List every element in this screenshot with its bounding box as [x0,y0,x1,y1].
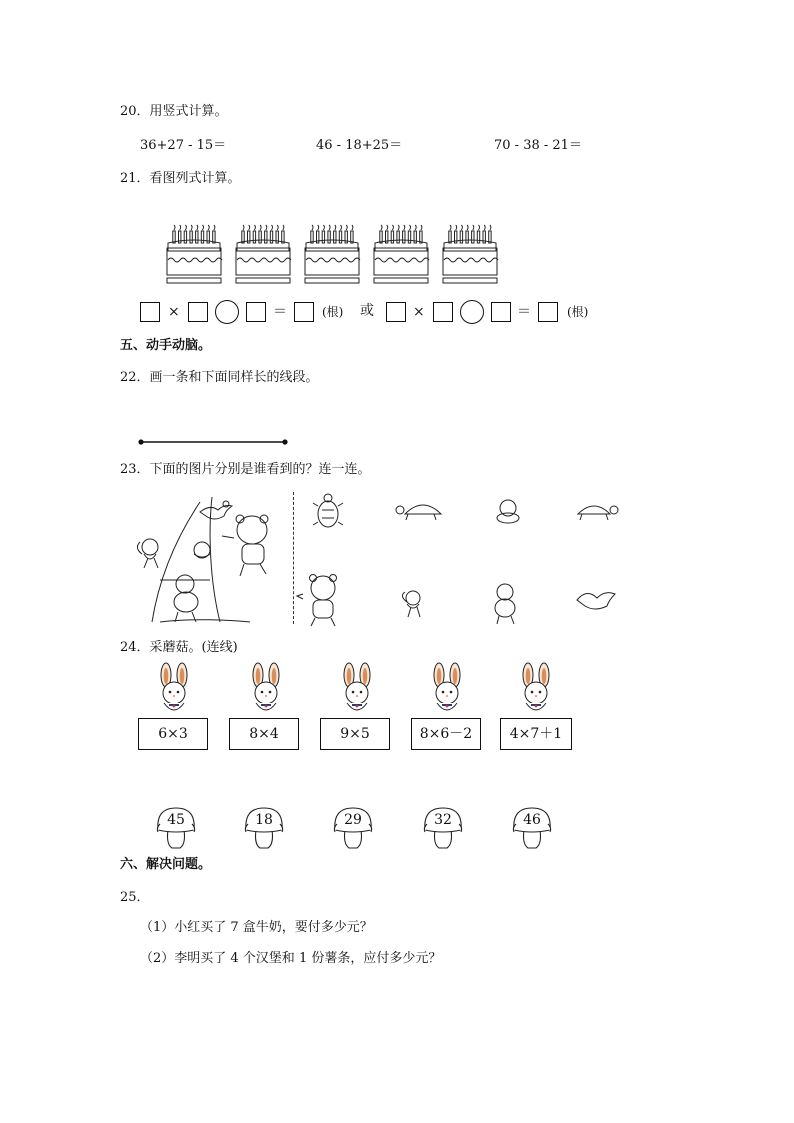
expression-text: 8×4 [249,726,279,742]
mushroom-number: 29 [344,812,362,828]
equals-sign: ＝ [273,304,287,320]
times-sign: × [413,304,425,320]
mushroom-number: 18 [255,812,273,828]
section-5-title: 五、动手动脑。 [120,338,212,353]
mushroom-number: 32 [434,812,452,828]
q21-title: 21．看图列式计算。 [120,171,241,186]
mushroom[interactable] [243,806,285,850]
expression-box[interactable] [500,718,572,750]
q25-part-2: （2）李明买了 4 个汉堡和 1 份薯条，应付多少元？ [140,951,442,966]
rabbit-icon [150,663,198,717]
rabbit-icon [512,663,560,717]
equals-sign: ＝ [517,304,531,320]
or-label: 或 [360,303,374,319]
mushroom-number: 45 [167,812,185,828]
views-row-1 [310,492,640,532]
expression-box[interactable] [320,718,390,750]
expression-text: 6×3 [158,726,188,742]
expression-text: 8×6－2 [419,726,473,742]
q25-part-1: （1）小红买了 7 盒牛奶，要付多少元？ [140,920,373,935]
scene-illustration [130,492,300,627]
q23-title: 23．下面的图片分别是谁看到的？连一连。 [120,462,371,477]
q24-title: 24．采蘑菇。(连线) [120,640,238,655]
times-sign: × [168,304,180,320]
rabbit-icon [242,663,290,717]
mushroom[interactable] [332,806,374,850]
reference-segment [0,0,794,460]
mushroom[interactable] [422,806,464,850]
mushroom-number: 46 [523,812,541,828]
q25-number: 25． [120,890,150,905]
mushroom[interactable] [155,806,197,850]
views-row-2 [305,570,635,630]
expression-box[interactable] [229,718,299,750]
q20-expr-1: 36+27 - 15＝ [140,138,227,153]
q20-title: 20．用竖式计算。 [120,104,228,119]
q20-expr-3: 70 - 38 - 21＝ [494,138,582,153]
unit-label: (根) [567,305,589,319]
expression-text: 4×7＋1 [509,726,563,742]
expression-box[interactable] [138,718,208,750]
q20-expr-2: 46 - 18+25＝ [316,138,403,153]
dashed-divider [293,492,294,624]
rabbit-icon [333,663,381,717]
expression-box[interactable] [411,718,481,750]
mushroom[interactable] [511,806,553,850]
q22-title: 22．画一条和下面同样长的线段。 [120,370,319,385]
unit-label: (根) [322,305,344,319]
section-6-title: 六、解决问题。 [120,857,212,872]
expression-text: 9×5 [340,726,370,742]
rabbit-icon [423,663,471,717]
